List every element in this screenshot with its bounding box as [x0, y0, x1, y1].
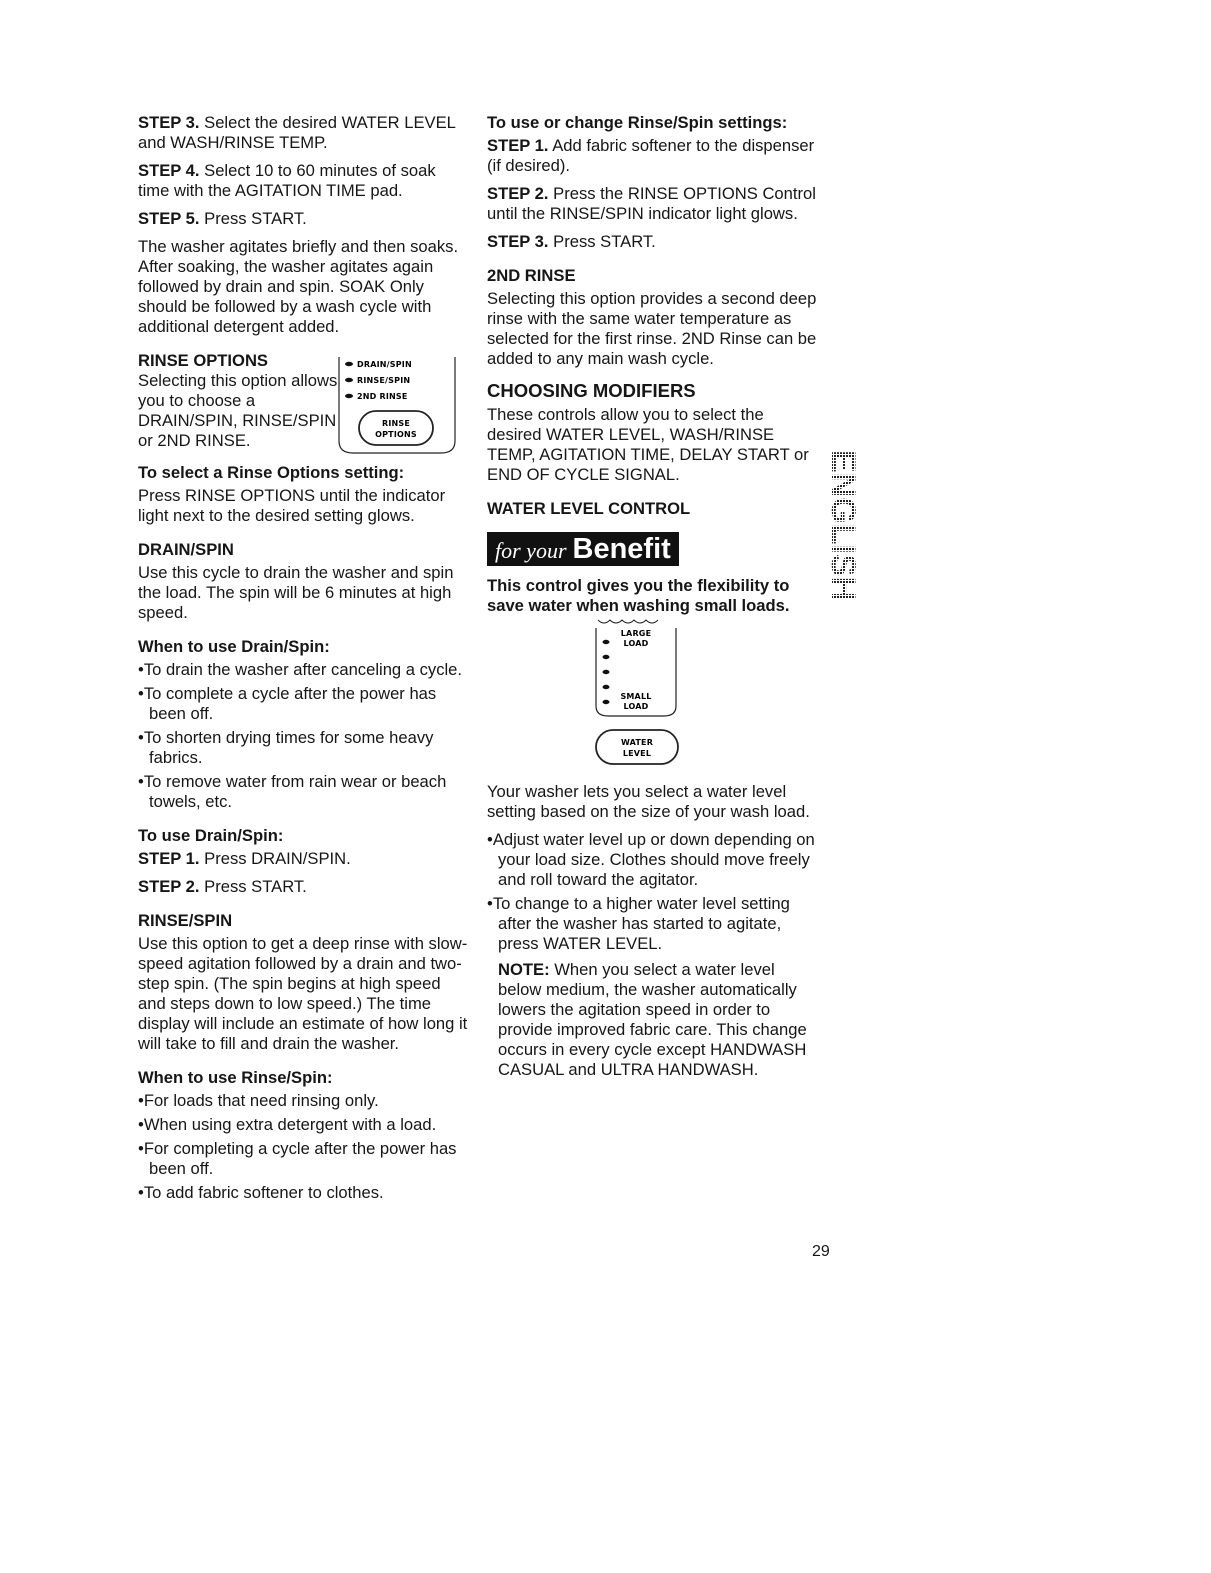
change-step-1: STEP 1. Add fabric softener to the dispenser (if desired).: [487, 136, 815, 175]
rinse-options-panel-illustration: [335, 351, 459, 455]
select-rinse-heading: To select a Rinse Options setting:: [138, 463, 405, 482]
water-level-dot-2: [603, 655, 610, 659]
change-step-3: STEP 3. Press START.: [487, 232, 656, 251]
list-item: • For loads that need rinsing only.: [138, 1091, 468, 1111]
label-small-load: LOAD: [623, 702, 649, 711]
list-item: • To shorten drying times for some heavy fabrics.: [138, 728, 468, 768]
list-item: • For completing a cycle after the power has been off.: [138, 1139, 468, 1179]
list-item: • Adjust water level up or down depending on your load size. Clothes should move freely and roll toward the agitator.: [487, 830, 817, 890]
button-label-water: WATER: [620, 738, 654, 747]
list-item: • To add fabric softener to clothes.: [138, 1183, 468, 1203]
drain-spin-heading: DRAIN/SPIN: [138, 540, 234, 559]
label-large-load: LOAD: [623, 639, 649, 648]
rinse-options-button-illustration: [359, 411, 433, 445]
water-level-button-illustration: [596, 730, 678, 764]
water-level-dot-4: [603, 685, 610, 689]
water-level-control-heading: WATER LEVEL CONTROL: [487, 499, 691, 518]
select-rinse-text: Press RINSE OPTIONS until the indicator light next to the desired setting glows.: [138, 486, 446, 525]
list-item: • To drain the washer after canceling a cycle.: [138, 660, 468, 680]
water-level-panel-illustration: [582, 618, 692, 768]
list-item: • When using extra detergent with a load.: [138, 1115, 468, 1135]
rinse-options-text: Selecting this option allows you to choose a DRAIN/SPIN, RINSE/SPIN or 2ND RINSE.: [138, 371, 338, 450]
left-column: [138, 113, 468, 1209]
rinse-spin-heading: RINSE/SPIN: [138, 911, 233, 930]
for-your-benefit-banner: for your Benefit: [487, 532, 679, 566]
side-tab-label: ENGLISH: [824, 450, 862, 602]
button-label-level: LEVEL: [622, 749, 652, 758]
choosing-modifiers-heading: CHOOSING MODIFIERS: [487, 380, 696, 401]
use-drain-step-2: STEP 2. Press START.: [138, 877, 307, 896]
english-side-tab: [810, 440, 862, 620]
water-level-list: [487, 830, 817, 954]
rinse-options-text-block: [138, 351, 338, 451]
list-item: • To complete a cycle after the power has been off.: [138, 684, 468, 724]
water-level-dot-5: [603, 700, 610, 704]
page-number: 29: [812, 1243, 830, 1260]
button-label-options: OPTIONS: [375, 430, 417, 439]
choosing-modifiers-text: These controls allow you to select the desired WATER LEVEL, WASH/RINSE TEMP, AGITATION TIME, DELAY START or END OF CYCLE SIGNAL.: [487, 405, 809, 484]
change-step-2: STEP 2. Press the RINSE OPTIONS Control until the RINSE/SPIN indicator light glows.: [487, 184, 816, 223]
list-item: • To remove water from rain wear or beach towels, etc.: [138, 772, 468, 812]
rinse-options-heading: RINSE OPTIONS: [138, 351, 269, 370]
step-3: STEP 3. Select the desired WATER LEVEL and WASH/RINSE TEMP.: [138, 113, 456, 152]
water-level-dot-3: [603, 670, 610, 674]
right-column: [487, 113, 817, 1088]
soak-description: The washer agitates briefly and then soaks. After soaking, the washer agitates again followed by drain and spin. SOAK Only should be followed by a wash cycle with additional detergent added.: [138, 237, 459, 336]
second-rinse-indicator-dot: [345, 394, 353, 398]
drain-spin-indicator-dot: [345, 362, 353, 366]
panel-label-drain-spin: DRAIN/SPIN: [357, 360, 412, 369]
when-rinse-spin-heading: When to use Rinse/Spin:: [138, 1068, 333, 1087]
second-rinse-heading: 2ND RINSE: [487, 266, 576, 285]
change-rinse-spin-heading: To use or change Rinse/Spin settings:: [487, 113, 788, 132]
label-large: LARGE: [620, 629, 652, 638]
label-small: SMALL: [620, 692, 652, 701]
when-drain-spin-list: [138, 660, 468, 812]
panel-label-2nd-rinse: 2ND RINSE: [357, 392, 408, 401]
use-drain-step-1: STEP 1. Press DRAIN/SPIN.: [138, 849, 351, 868]
panel-label-rinse-spin: RINSE/SPIN: [357, 376, 411, 385]
step-4: STEP 4. Select 10 to 60 minutes of soak time with the AGITATION TIME pad.: [138, 161, 436, 200]
rinse-spin-text: Use this option to get a deep rinse with slow-speed agitation followed by a drain and two-step spin. (The spin begins at high speed and steps down to low speed.) The time display will include an estimate of how long it will take to fill and drain the washer.: [138, 934, 468, 1053]
drain-spin-text: Use this cycle to drain the washer and spin the load. The spin will be 6 minutes at high speed.: [138, 563, 454, 622]
button-label-rinse: RINSE: [381, 419, 411, 428]
rinse-options-section: [138, 351, 468, 463]
use-drain-spin-heading: To use Drain/Spin:: [138, 826, 284, 845]
rinse-spin-indicator-dot: [345, 378, 353, 382]
list-item: • To change to a higher water level setting after the washer has started to agitate, press WATER LEVEL.: [487, 894, 817, 954]
when-drain-spin-heading: When to use Drain/Spin:: [138, 637, 330, 656]
benefit-text: This control gives you the flexibility to save water when washing small loads.: [487, 576, 790, 615]
water-level-dot-1: [603, 640, 610, 644]
note-paragraph: NOTE: When you select a water level below medium, the washer automatically lowers the agitation speed in order to provide improved fabric care. This change occurs in every cycle except HANDWASH CASUAL and ULTRA HANDWASH.: [498, 960, 807, 1079]
water-level-description: Your washer lets you select a water level setting based on the size of your wash load.: [487, 782, 810, 821]
when-rinse-spin-list: [138, 1091, 468, 1203]
step-5: STEP 5. Press START.: [138, 209, 307, 228]
second-rinse-text: Selecting this option provides a second deep rinse with the same water temperature as selected for the first rinse. 2ND Rinse can be added to any main wash cycle.: [487, 289, 817, 368]
